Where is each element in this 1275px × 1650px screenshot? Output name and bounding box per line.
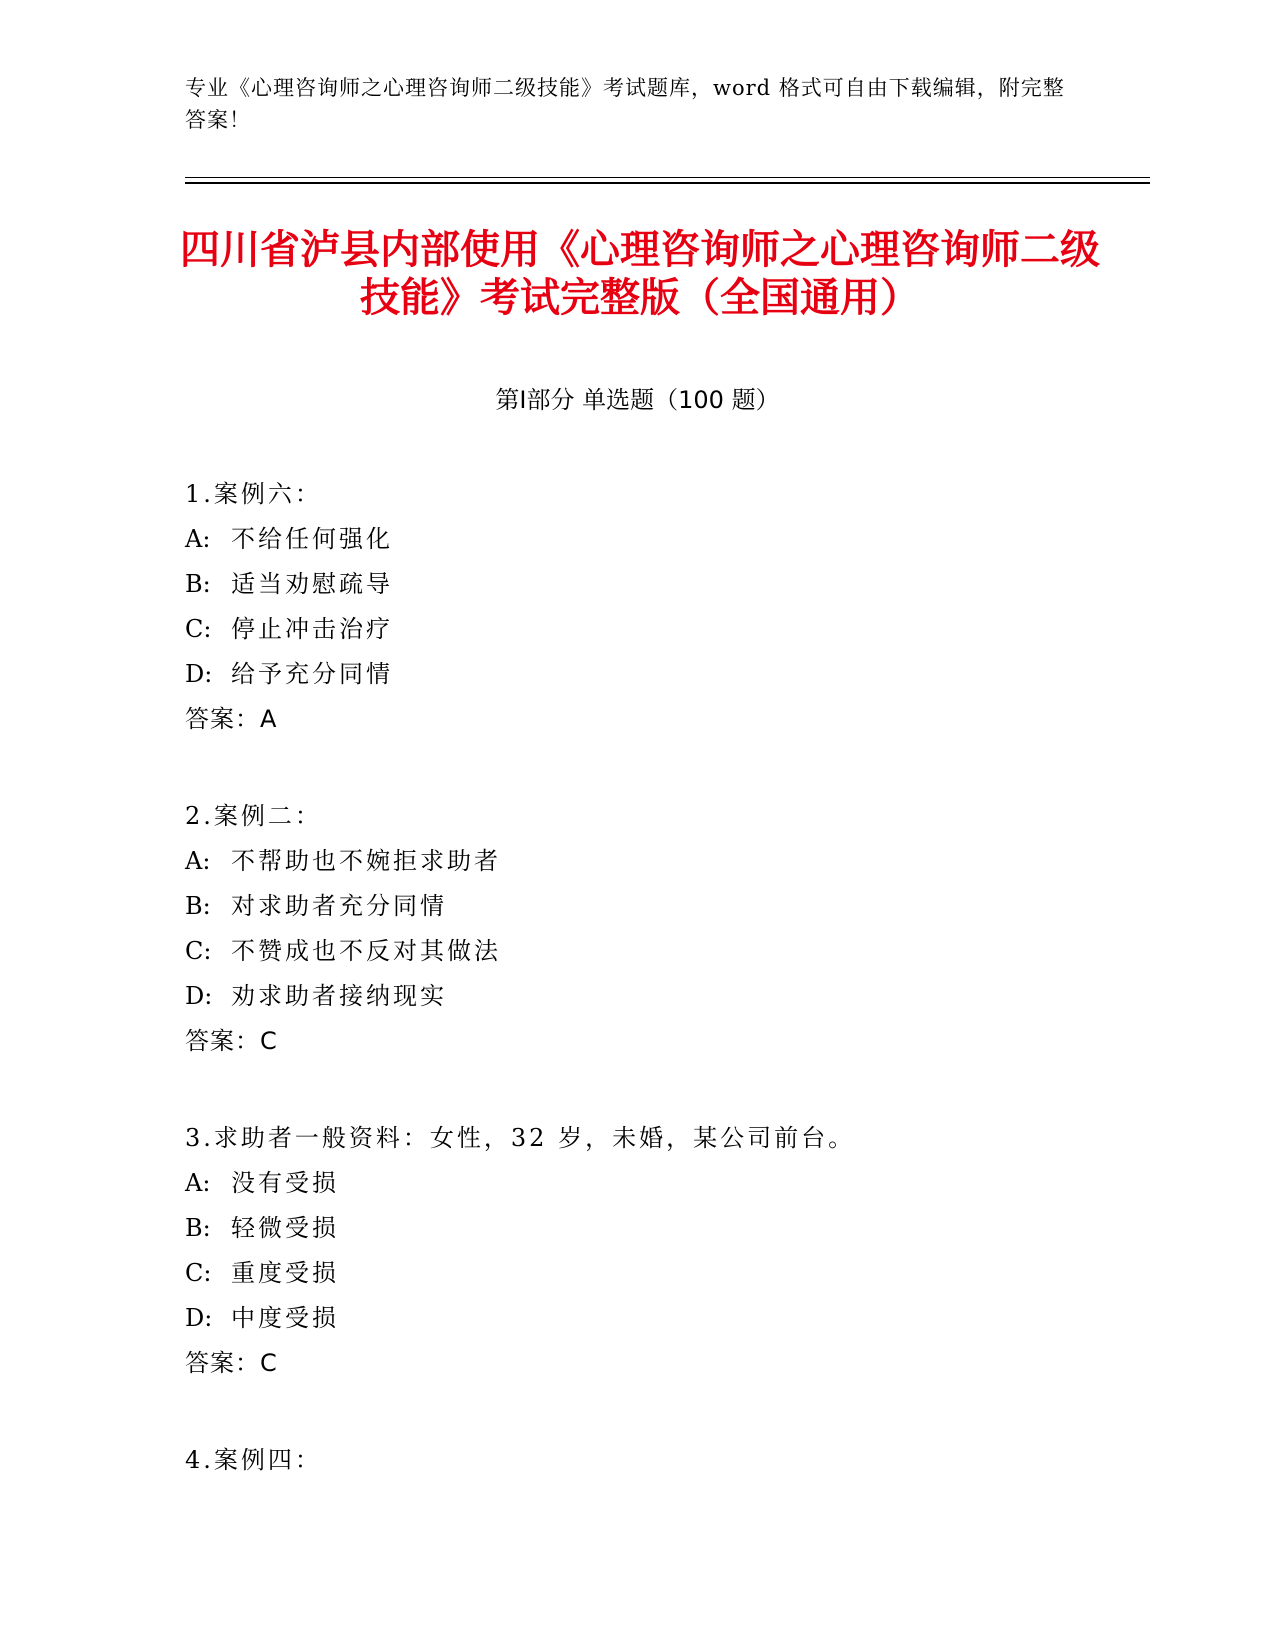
option-letter: D:: [185, 982, 213, 1010]
option-text: 不赞成也不反对其做法: [231, 937, 501, 965]
option-a: [185, 1161, 1135, 1206]
option-b: [185, 562, 1135, 607]
document-title: 四川省泸县内部使用《心理咨询师之心理咨询师二级技能》考试完整版（全国通用）: [180, 227, 1100, 321]
question-stem: 3.求助者一般资料：女性，32 岁，未婚，某公司前台。: [185, 1124, 856, 1152]
option-letter: C:: [185, 615, 212, 643]
option-d: [185, 974, 1135, 1019]
option-letter: A:: [185, 525, 211, 553]
option-letter: B:: [185, 892, 211, 920]
answer: 答案：C: [185, 1027, 278, 1055]
option-a: [185, 839, 1135, 884]
option-letter: C:: [185, 1259, 212, 1287]
option-text: 适当劝慰疏导: [231, 570, 393, 598]
header-divider-thin: [185, 177, 1150, 178]
option-letter: A:: [185, 847, 211, 875]
header-note: 专业《心理咨询师之心理咨询师二级技能》考试题库，word 格式可自由下载编辑，附完整答案！: [185, 76, 1065, 132]
option-text: 重度受损: [231, 1259, 339, 1287]
option-text: 轻微受损: [231, 1214, 339, 1242]
option-text: 给予充分同情: [231, 660, 393, 688]
answer: 答案：C: [185, 1349, 278, 1377]
option-letter: B:: [185, 570, 211, 598]
option-letter: B:: [185, 1214, 211, 1242]
option-letter: D:: [185, 1304, 213, 1332]
option-text: 不给任何强化: [231, 525, 393, 553]
option-b: [185, 1206, 1135, 1251]
option-text: 对求助者充分同情: [231, 892, 447, 920]
question-4: [185, 1438, 1135, 1483]
question-stem: 1.案例六：: [185, 480, 322, 508]
question-3: [185, 1116, 1135, 1386]
question-list: [185, 472, 1135, 1535]
option-letter: D:: [185, 660, 213, 688]
option-b: [185, 884, 1135, 929]
question-stem: 4.案例四：: [185, 1446, 322, 1474]
option-text: 不帮助也不婉拒求助者: [231, 847, 501, 875]
option-letter: A:: [185, 1169, 211, 1197]
answer: 答案：A: [185, 705, 278, 733]
question-stem: 2.案例二：: [185, 802, 322, 830]
question-1: [185, 472, 1135, 742]
option-text: 没有受损: [231, 1169, 339, 1197]
option-letter: C:: [185, 937, 212, 965]
option-d: [185, 1296, 1135, 1341]
option-c: [185, 929, 1135, 974]
option-a: [185, 517, 1135, 562]
option-text: 中度受损: [231, 1304, 339, 1332]
question-2: [185, 794, 1135, 1064]
option-d: [185, 652, 1135, 697]
option-c: [185, 1251, 1135, 1296]
option-text: 停止冲击治疗: [231, 615, 393, 643]
header-divider-thick: [185, 182, 1150, 184]
section-title: 第Ⅰ部分 单选题（100 题）: [495, 386, 780, 414]
option-text: 劝求助者接纳现实: [231, 982, 447, 1010]
option-c: [185, 607, 1135, 652]
